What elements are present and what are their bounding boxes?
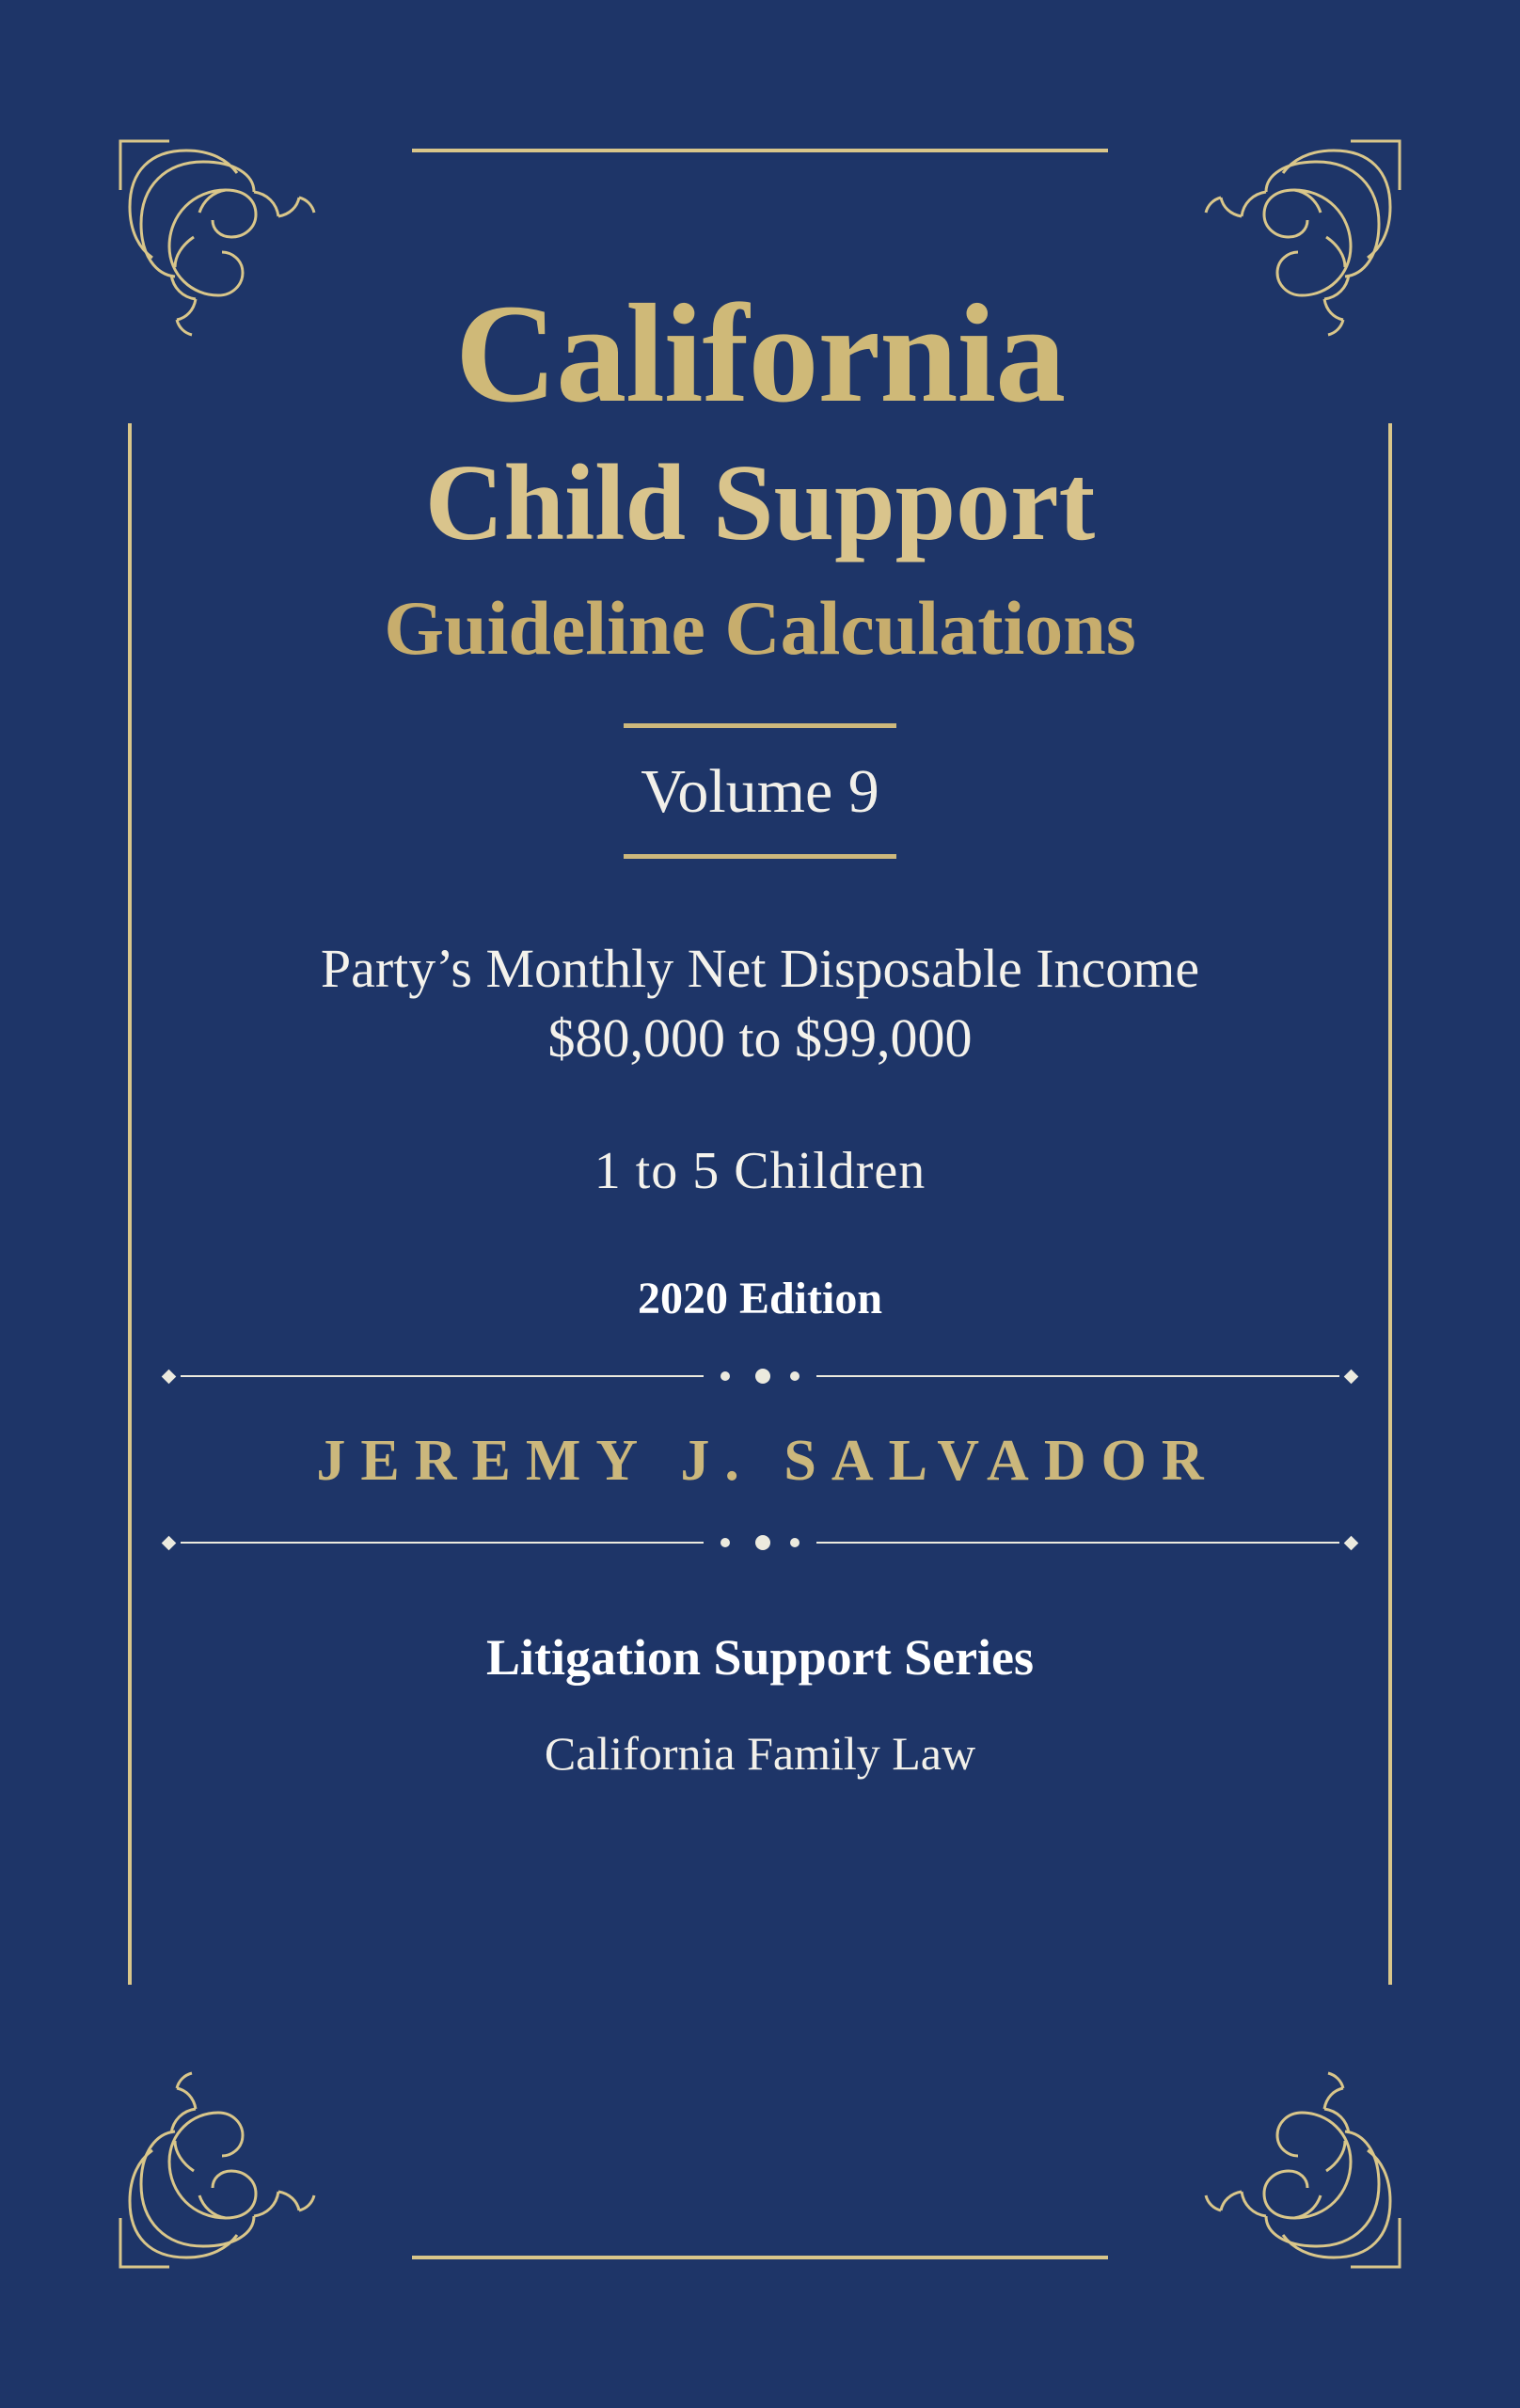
- divider-diamond-icon: [162, 1536, 177, 1551]
- divider-dot-icon: [755, 1535, 770, 1550]
- author-name: JEREMY J. SALVADOR: [316, 1429, 1219, 1494]
- divider-diamond-icon: [162, 1370, 177, 1385]
- book-title-line-3: Guideline Calculations: [384, 584, 1136, 671]
- frame-line-top: [412, 149, 1108, 152]
- corner-flourish-icon: [1191, 2058, 1407, 2274]
- frame-line-bottom: [412, 2256, 1108, 2259]
- subject-label: California Family Law: [544, 1727, 976, 1781]
- cover-content: [160, 276, 1360, 1781]
- divider-dot-icon: [790, 1371, 800, 1381]
- frame-line-right: [1388, 423, 1392, 1985]
- divider-dot-icon: [720, 1371, 730, 1381]
- income-description: [160, 934, 1360, 1073]
- divider-bar: [181, 1542, 704, 1544]
- ornamental-divider-bottom: [160, 1530, 1360, 1555]
- divider-rule-below-volume: [624, 854, 896, 859]
- divider-diamond-icon: [1344, 1536, 1359, 1551]
- corner-flourish-icon: [113, 2058, 329, 2274]
- edition-label: 2020 Edition: [637, 1274, 883, 1324]
- children-range-label: 1 to 5 Children: [594, 1142, 926, 1201]
- book-title-line-1: California: [454, 276, 1066, 432]
- volume-label: Volume 9: [641, 756, 879, 826]
- divider-rule-above-volume: [624, 723, 896, 728]
- divider-bar: [816, 1542, 1339, 1544]
- divider-dot-icon: [790, 1538, 800, 1547]
- divider-dot-icon: [720, 1538, 730, 1547]
- divider-bar: [816, 1375, 1339, 1377]
- income-description-line-1: Party’s Monthly Net Disposable Income: [320, 937, 1200, 999]
- divider-dot-icon: [755, 1369, 770, 1384]
- divider-diamond-icon: [1344, 1370, 1359, 1385]
- income-description-line-2: $80,000 to $99,000: [547, 1007, 973, 1069]
- series-label: Litigation Support Series: [485, 1629, 1035, 1687]
- divider-bar: [181, 1375, 704, 1377]
- ornamental-divider-top: [160, 1364, 1360, 1388]
- frame-line-left: [128, 423, 132, 1985]
- book-title-line-2: Child Support: [424, 443, 1096, 563]
